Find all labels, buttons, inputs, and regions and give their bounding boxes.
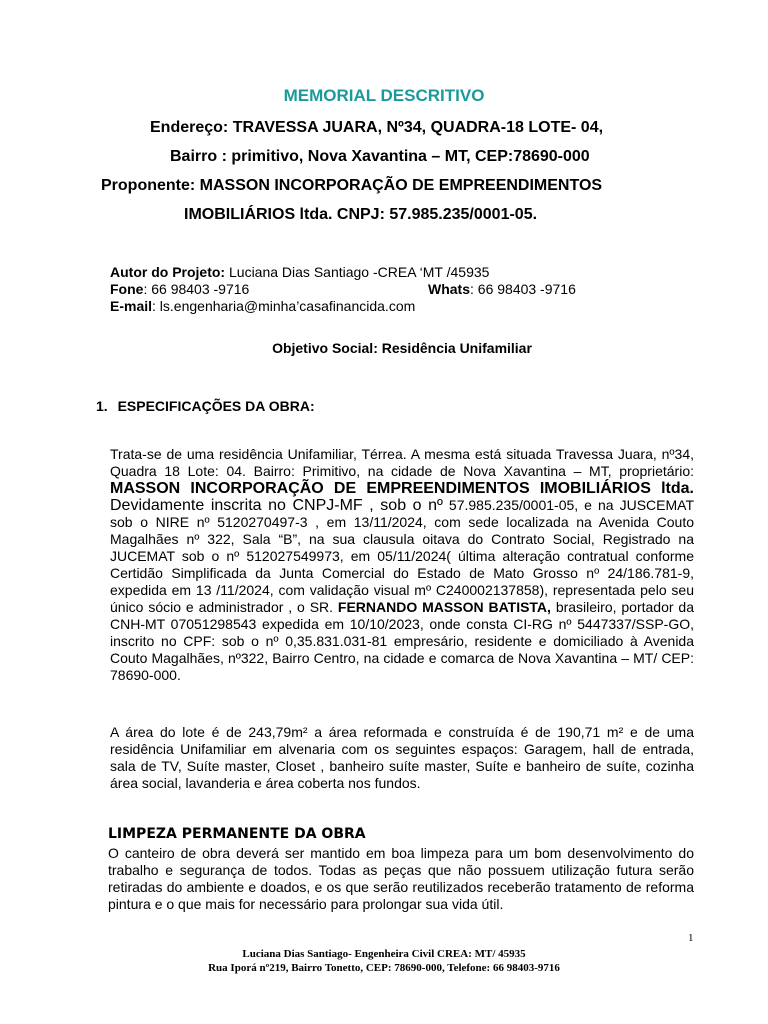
fone-value: : 66 98403 -9716 [143, 281, 250, 297]
whats-line [428, 281, 576, 298]
objective-line: Objetivo Social: Residência Unifamiliar [272, 340, 532, 356]
author-label: Autor do Projeto: [110, 264, 226, 280]
paragraph-specification [110, 446, 694, 684]
paragraph-area: A área do lote é de 243,79m² a área reformada e construída é de 190,71 m² e de uma residência Unifamiliar em alvenaria com os seguintes espaços: Garagem, hall de entrada, sala de TV, Suíte master, Closet , banheiro suíte master, Suíte e banheiro de suíte, cozinha área social, lavanderia e área coberta nos fundos. [110, 724, 694, 791]
proponent-line-2: IMOBILIÁRIOS ltda. CNPJ: 57.985.235/0001-05. [184, 206, 538, 223]
fone-label: Fone [110, 281, 144, 297]
partner-name: FERNANDO MASSON BATISTA, [337, 599, 551, 615]
email-line [110, 298, 415, 315]
footer-line-2: Rua Iporá nº219, Bairro Tonetto, CEP: 78690-000, Telefone: 66 98403-9716 [208, 962, 560, 974]
email-value: : ls.engenharia@minha’casafinancida.com [152, 298, 416, 314]
document-title: MEMORIAL DESCRITIVO [283, 86, 485, 105]
cleaning-text: O canteiro de obra deverá ser mantido em boa limpeza para um bom desenvolvimento do trabalho e segurança de todos. Todas as peças que não possuem utilização futura serão retiradas do ambiente e doados, e os que serão reutilizados receberão tratamento de reforma pintura e o que mais for necessário para prolongar sua vida útil. [108, 845, 694, 912]
cleaning-heading: LIMPEZA PERMANENTE DA OBRA [108, 826, 366, 842]
phone-line [110, 281, 249, 298]
author-value: Luciana Dias Santiago -CREA ‘MT /45935 [225, 264, 490, 280]
whats-value: : 66 98403 -9716 [470, 281, 576, 297]
footer-line-1: Luciana Dias Santiago- Engenheira Civil CREA: MT/ 45935 [242, 948, 526, 960]
company-name: MASSON INCORPORAÇÃO DE EMPREENDIMENTOS IMOBILIÁRIOS ltda. [110, 480, 694, 497]
paragraph-1-part-4: brasileiro, portador da CNH-MT 07051298543 expedida em 10/10/2023, onde consta CI-RG nº 5447337/SSP-GO, inscrito no CPF: sob o nº 0,35.831.031-81 empresário, residente e domiciliado à Avenida Couto Magalhães, nº322, Bairro Centro, na cidade e comarca de Nova Xavantina – MT/ CEP: 78690-000. [110, 599, 694, 683]
paragraph-1-part-3: 57.985.235/0001-05, e na JUSCEMAT sob o NIRE nº 5120270497-3 , em 13/11/2024, com sede localizada na Avenida Couto Magalhães nº 322, Sala “B”, na sua clausula oitava do Contrato Social, Registrado na JUCEMAT sob o nº 512027549973, em 05/11/2024( última alteração contratual conforme Certidão Simplificada da Junta Comercial do Estado de Mato Grosso nº 24/186.781-9, expedida em 13 /11/2024, com validação visual mº C240002137858), representada pelo seu único sócio e administrador , o SR. [110, 497, 694, 615]
author-line [110, 264, 489, 281]
address-line-2: Bairro : primitivo, Nova Xavantina – MT, CEP:78690-000 [170, 148, 590, 165]
page-number: 1 [688, 932, 694, 944]
paragraph-1-part-1: Trata-se de uma residência Unifamiliar, Térrea. A mesma está situada Travessa Juara, nº34, Quadra 18 Lote: 04. Bairro: Primitivo, na cidade de Nova Xavantina – MT, proprietário: [110, 446, 694, 479]
whats-label: Whats [428, 281, 470, 297]
section-1-number: 1. [96, 398, 108, 414]
paragraph-1-part-2: Devidamente inscrita no CNPJ-MF , sob o nº [110, 497, 443, 514]
section-1-heading [96, 398, 315, 415]
address-line-1: Endereço: TRAVESSA JUARA, Nº34, QUADRA-18 LOTE- 04, [150, 119, 604, 136]
section-1-title: ESPECIFICAÇÕES DA OBRA: [117, 398, 315, 414]
email-label: E-mail [110, 298, 153, 314]
proponent-line-1: Proponente: MASSON INCORPORAÇÃO DE EMPREENDIMENTOS [101, 177, 603, 194]
